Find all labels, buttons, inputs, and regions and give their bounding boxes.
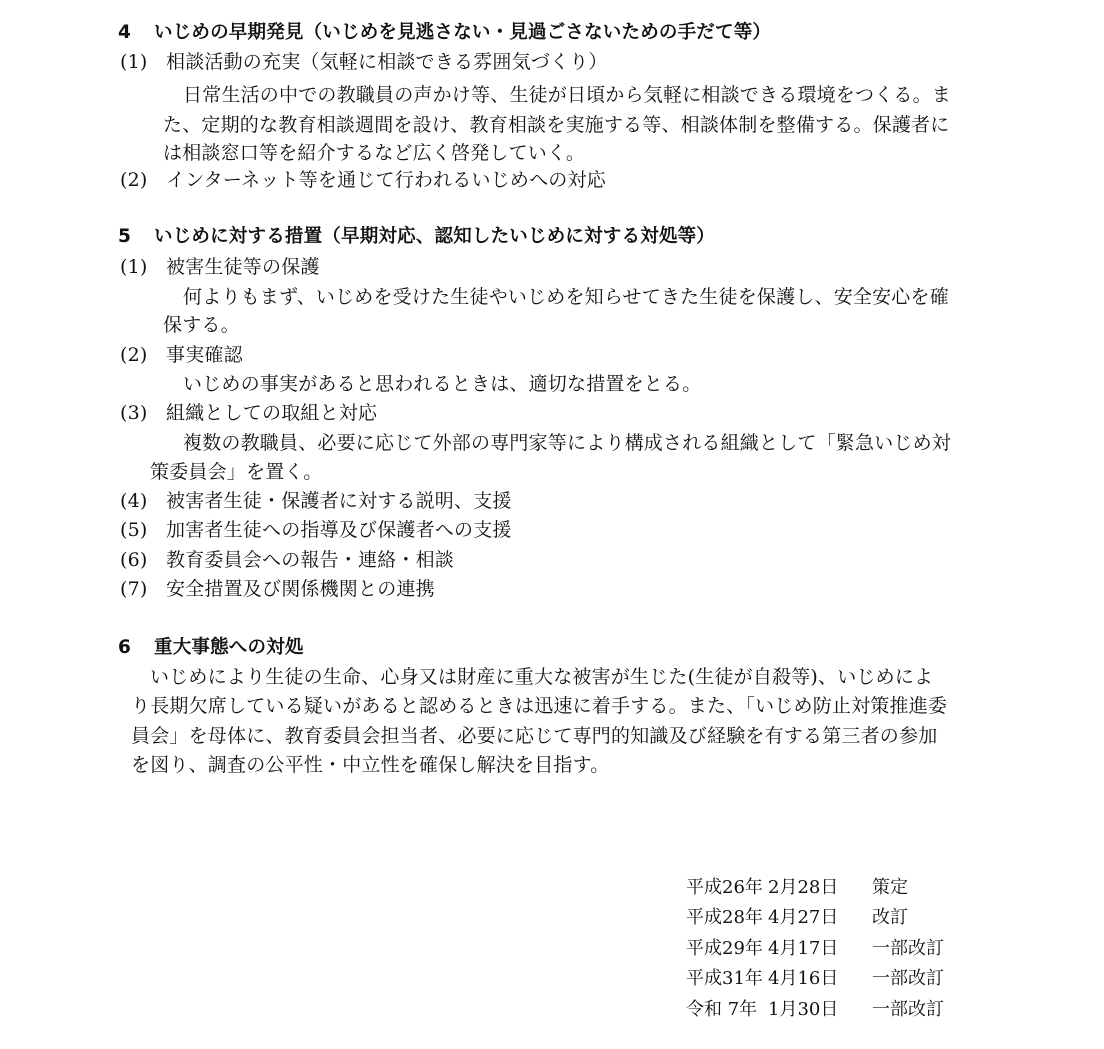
history-date: 4月16日 <box>768 968 839 989</box>
history-row <box>686 937 944 961</box>
section-number: 5 <box>118 226 132 247</box>
section-title: いじめに対する措置（早期対応、認知したいじめに対する対処等） <box>154 226 716 247</box>
item-number: (2) <box>120 344 148 366</box>
section-5-item-5-heading <box>120 518 512 542</box>
history-action: 改訂 <box>872 907 908 928</box>
section-4-item-1-line-3: は相談窓口等を紹介するなど広く啓発していく。 <box>163 142 586 164</box>
section-6-line-2: り長期欠席している疑いがあると認めるときは迅速に着手する。また、「いじめ防止対策推進委 <box>131 695 948 717</box>
section-6-heading <box>118 636 304 660</box>
section-5-item-1-line-2: 保する。 <box>163 314 240 336</box>
section-title: いじめの早期発見（いじめを見逃さない・見過ごさないための手だて等） <box>154 22 772 43</box>
section-6-line-4: を図り、調査の公平性・中立性を確保し解決を目指す。 <box>131 754 610 776</box>
history-date: 1月30日 <box>768 999 839 1020</box>
section-4-item-1-line-2: た、定期的な教育相談週間を設け、教育相談を実施する等、相談体制を整備する。保護者に <box>163 114 950 136</box>
history-era: 平成28年 <box>686 907 763 928</box>
section-5-item-7-heading <box>120 577 435 601</box>
section-5-item-2-line-1: いじめの事実があると思われるときは、適切な措置をとる。 <box>183 373 702 395</box>
item-title: 相談活動の充実（気軽に相談できる雰囲気づくり） <box>166 51 608 73</box>
section-5-item-1-line-1: 何よりもまず、いじめを受けた生徒やいじめを知らせてきた生徒を保護し、安全安心を確 <box>183 286 949 308</box>
history-row <box>686 906 908 930</box>
item-title: 組織としての取組と対応 <box>166 402 378 424</box>
section-5-item-1-heading <box>120 255 320 279</box>
section-5-item-3-line-2: 策委員会」を置く。 <box>150 461 323 483</box>
item-title: 安全措置及び関係機関との連携 <box>166 578 435 600</box>
item-title: 事実確認 <box>166 344 243 366</box>
history-era: 令和 7年 <box>686 999 758 1020</box>
item-title: 被害者生徒・保護者に対する説明、支援 <box>166 490 512 512</box>
history-row <box>686 967 944 991</box>
item-title: 教育委員会への報告・連絡・相談 <box>166 549 455 571</box>
item-number: (5) <box>120 519 148 541</box>
section-6-line-1: いじめにより生徒の生命、心身又は財産に重大な被害が生じた(生徒が自殺等)、いじめによ <box>150 666 934 688</box>
item-title: インターネット等を通じて行われるいじめへの対応 <box>166 169 606 191</box>
history-date: 4月27日 <box>768 907 839 928</box>
section-title: 重大事態への対処 <box>154 637 304 658</box>
section-6-line-3: 員会」を母体に、教育委員会担当者、必要に応じて専門的知識及び経験を有する第三者の参加 <box>131 725 938 747</box>
history-date: 4月17日 <box>768 938 839 959</box>
section-5-item-3-line-1: 複数の教職員、必要に応じて外部の専門家等により構成される組織として「緊急いじめ対 <box>183 432 952 454</box>
history-era: 平成29年 <box>686 938 763 959</box>
item-title: 加害者生徒への指導及び保護者への支援 <box>166 519 512 541</box>
section-4-item-1-heading <box>120 50 608 74</box>
item-number: (1) <box>120 51 148 73</box>
history-era: 平成26年 <box>686 877 763 898</box>
history-row <box>686 998 944 1022</box>
history-action: 一部改訂 <box>872 968 944 989</box>
section-5-item-3-heading <box>120 401 377 425</box>
history-action: 一部改訂 <box>872 999 944 1020</box>
history-era: 平成31年 <box>686 968 763 989</box>
item-number: (6) <box>120 549 148 571</box>
section-4-heading <box>118 21 771 45</box>
section-5-item-6-heading <box>120 548 454 572</box>
section-5-item-2-heading <box>120 343 243 367</box>
item-number: (3) <box>120 402 148 424</box>
section-number: 6 <box>118 637 132 658</box>
section-4-item-1-line-1: 日常生活の中での教職員の声かけ等、生徒が日頃から気軽に相談できる環境をつくる。ま <box>183 84 952 106</box>
section-5-heading <box>118 225 715 249</box>
history-date: 2月28日 <box>768 877 839 898</box>
item-number: (2) <box>120 169 148 191</box>
history-action: 一部改訂 <box>872 938 944 959</box>
history-action: 策定 <box>872 877 908 898</box>
item-number: (4) <box>120 490 148 512</box>
section-5-item-4-heading <box>120 489 512 513</box>
item-number: (7) <box>120 578 148 600</box>
item-number: (1) <box>120 256 148 278</box>
history-row <box>686 876 908 900</box>
item-title: 被害生徒等の保護 <box>166 256 320 278</box>
section-4-item-2-heading <box>120 168 606 192</box>
section-number: 4 <box>118 22 132 43</box>
